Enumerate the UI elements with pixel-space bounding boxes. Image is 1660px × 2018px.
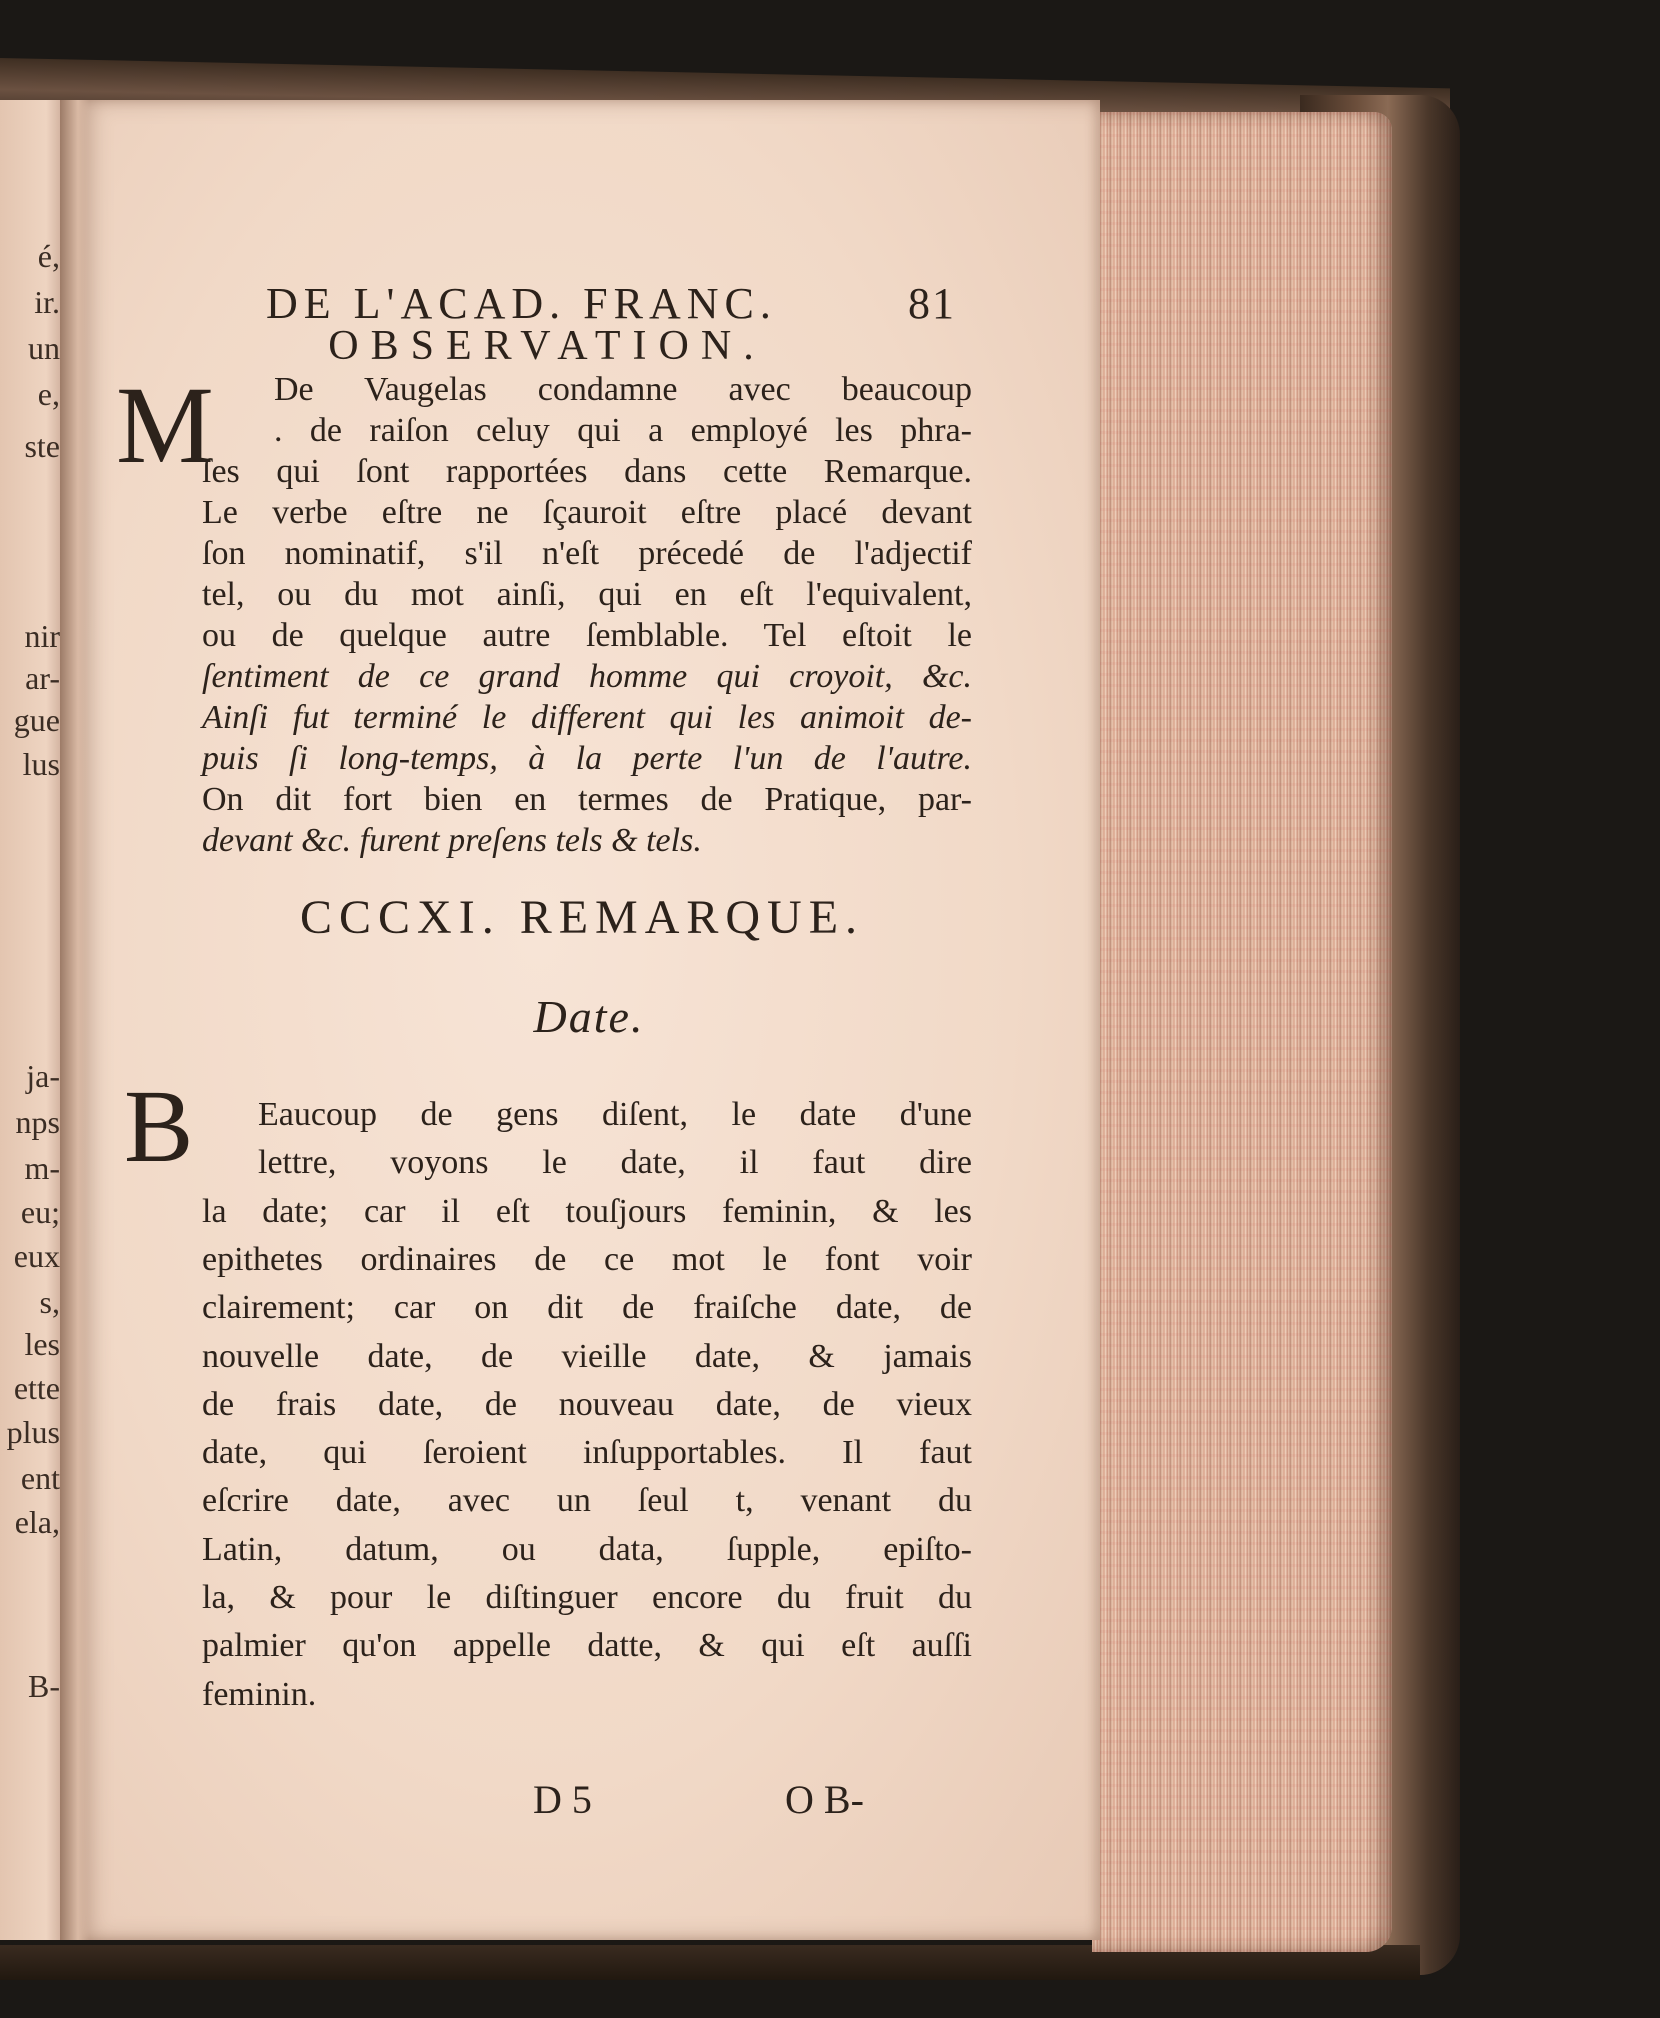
previous-page-fragment: é, xyxy=(37,238,60,274)
text-line: . de raiſon celuy qui a employé les phra- xyxy=(274,412,972,449)
text-line: date, qui ſeroient inſupportables. Il faut xyxy=(202,1434,972,1472)
running-title: DE L'ACAD. FRANC. xyxy=(266,279,777,328)
book-page-81 xyxy=(78,100,1100,1940)
text-line: feminin. xyxy=(202,1675,317,1713)
text-line: De Vaugelas condamne avec beaucoup xyxy=(274,371,972,408)
text-line: On dit fort bien en termes de Pratique, par- xyxy=(202,781,972,818)
page-number: 81 xyxy=(908,279,956,328)
previous-page-fragment: nps xyxy=(15,1104,60,1140)
text-line: puis ſi long-temps, à la perte l'un de l'autre. xyxy=(202,740,972,777)
text-line: epithetes ordinaires de ce mot le font voir xyxy=(202,1240,972,1278)
text-line: ſentiment de ce grand homme qui croyoit, &c. xyxy=(202,658,972,695)
text-line: lettre, voyons le date, il faut dire xyxy=(258,1144,972,1182)
previous-page-sliver xyxy=(0,100,66,1940)
previous-page-fragment: lus xyxy=(22,746,60,782)
text-line: Eaucoup de gens diſent, le date d'une xyxy=(258,1096,972,1133)
observation-dropcap: M xyxy=(116,364,214,486)
text-line: clairement; car on dit de fraiſche date, de xyxy=(202,1289,972,1327)
text-line: eſcrire date, avec un ſeul t, venant du xyxy=(202,1482,972,1520)
observation-title: OBSERVATION. xyxy=(328,323,766,369)
previous-page-fragment: ela, xyxy=(14,1504,60,1540)
previous-page-fragment: e, xyxy=(37,376,60,412)
remarque-dropcap: B xyxy=(124,1069,194,1184)
previous-page-fragment: ar- xyxy=(25,660,60,696)
previous-page-fragment: les xyxy=(24,1326,60,1362)
catchword: O B- xyxy=(785,1777,864,1822)
remarque-subtitle: Date. xyxy=(533,991,645,1042)
previous-page-fragment: eux xyxy=(13,1238,60,1274)
previous-page-fragment: un xyxy=(28,330,60,366)
previous-page-fragment: B- xyxy=(28,1668,60,1704)
text-line: tel, ou du mot ainſi, qui en eſt l'equivalent, xyxy=(202,576,972,613)
text-line: devant &c. furent preſens tels & tels. xyxy=(202,822,702,859)
previous-page-fragment: m- xyxy=(24,1150,60,1186)
previous-page-fragment: ja- xyxy=(26,1058,60,1094)
previous-page-fragment: gue xyxy=(13,702,60,738)
text-line: Le verbe eſtre ne ſçauroit eſtre placé devant xyxy=(202,494,972,531)
text-line: nouvelle date, de vieille date, & jamais xyxy=(202,1337,972,1375)
text-line: ſon nominatif, s'il n'eſt précedé de l'adjectif xyxy=(202,535,972,572)
previous-page-fragment: nir xyxy=(24,618,60,654)
page-fore-edge xyxy=(1092,112,1392,1952)
previous-page-fragment: ir. xyxy=(34,284,60,320)
previous-page-fragment: ste xyxy=(24,428,60,464)
text-line: de frais date, de nouveau date, de vieux xyxy=(202,1385,972,1423)
signature-mark: D 5 xyxy=(533,1777,592,1822)
text-line: palmier qu'on appelle datte, & qui eſt auſſi xyxy=(202,1627,972,1665)
text-line: Latin, datum, ou data, ſupple, epiſto- xyxy=(202,1530,972,1568)
previous-page-fragment: ent xyxy=(20,1460,60,1496)
previous-page-fragment: s, xyxy=(39,1284,60,1320)
previous-page-fragment: ette xyxy=(13,1370,60,1406)
text-line: ſes qui ſont rapportées dans cette Remarque. xyxy=(202,453,972,490)
text-line: la, & pour le diſtinguer encore du fruit du xyxy=(202,1579,972,1616)
page-gutter xyxy=(60,100,90,1940)
remarque-title: CCCXI. REMARQUE. xyxy=(300,891,865,944)
text-line: Ainſi fut terminé le different qui les animoit de- xyxy=(202,699,972,736)
text-line: la date; car il eſt touſjours feminin, & les xyxy=(202,1192,972,1230)
text-line: ou de quelque autre ſemblable. Tel eſtoit le xyxy=(202,617,972,654)
previous-page-fragment: eu; xyxy=(20,1194,60,1230)
previous-page-fragment: plus xyxy=(6,1414,60,1450)
